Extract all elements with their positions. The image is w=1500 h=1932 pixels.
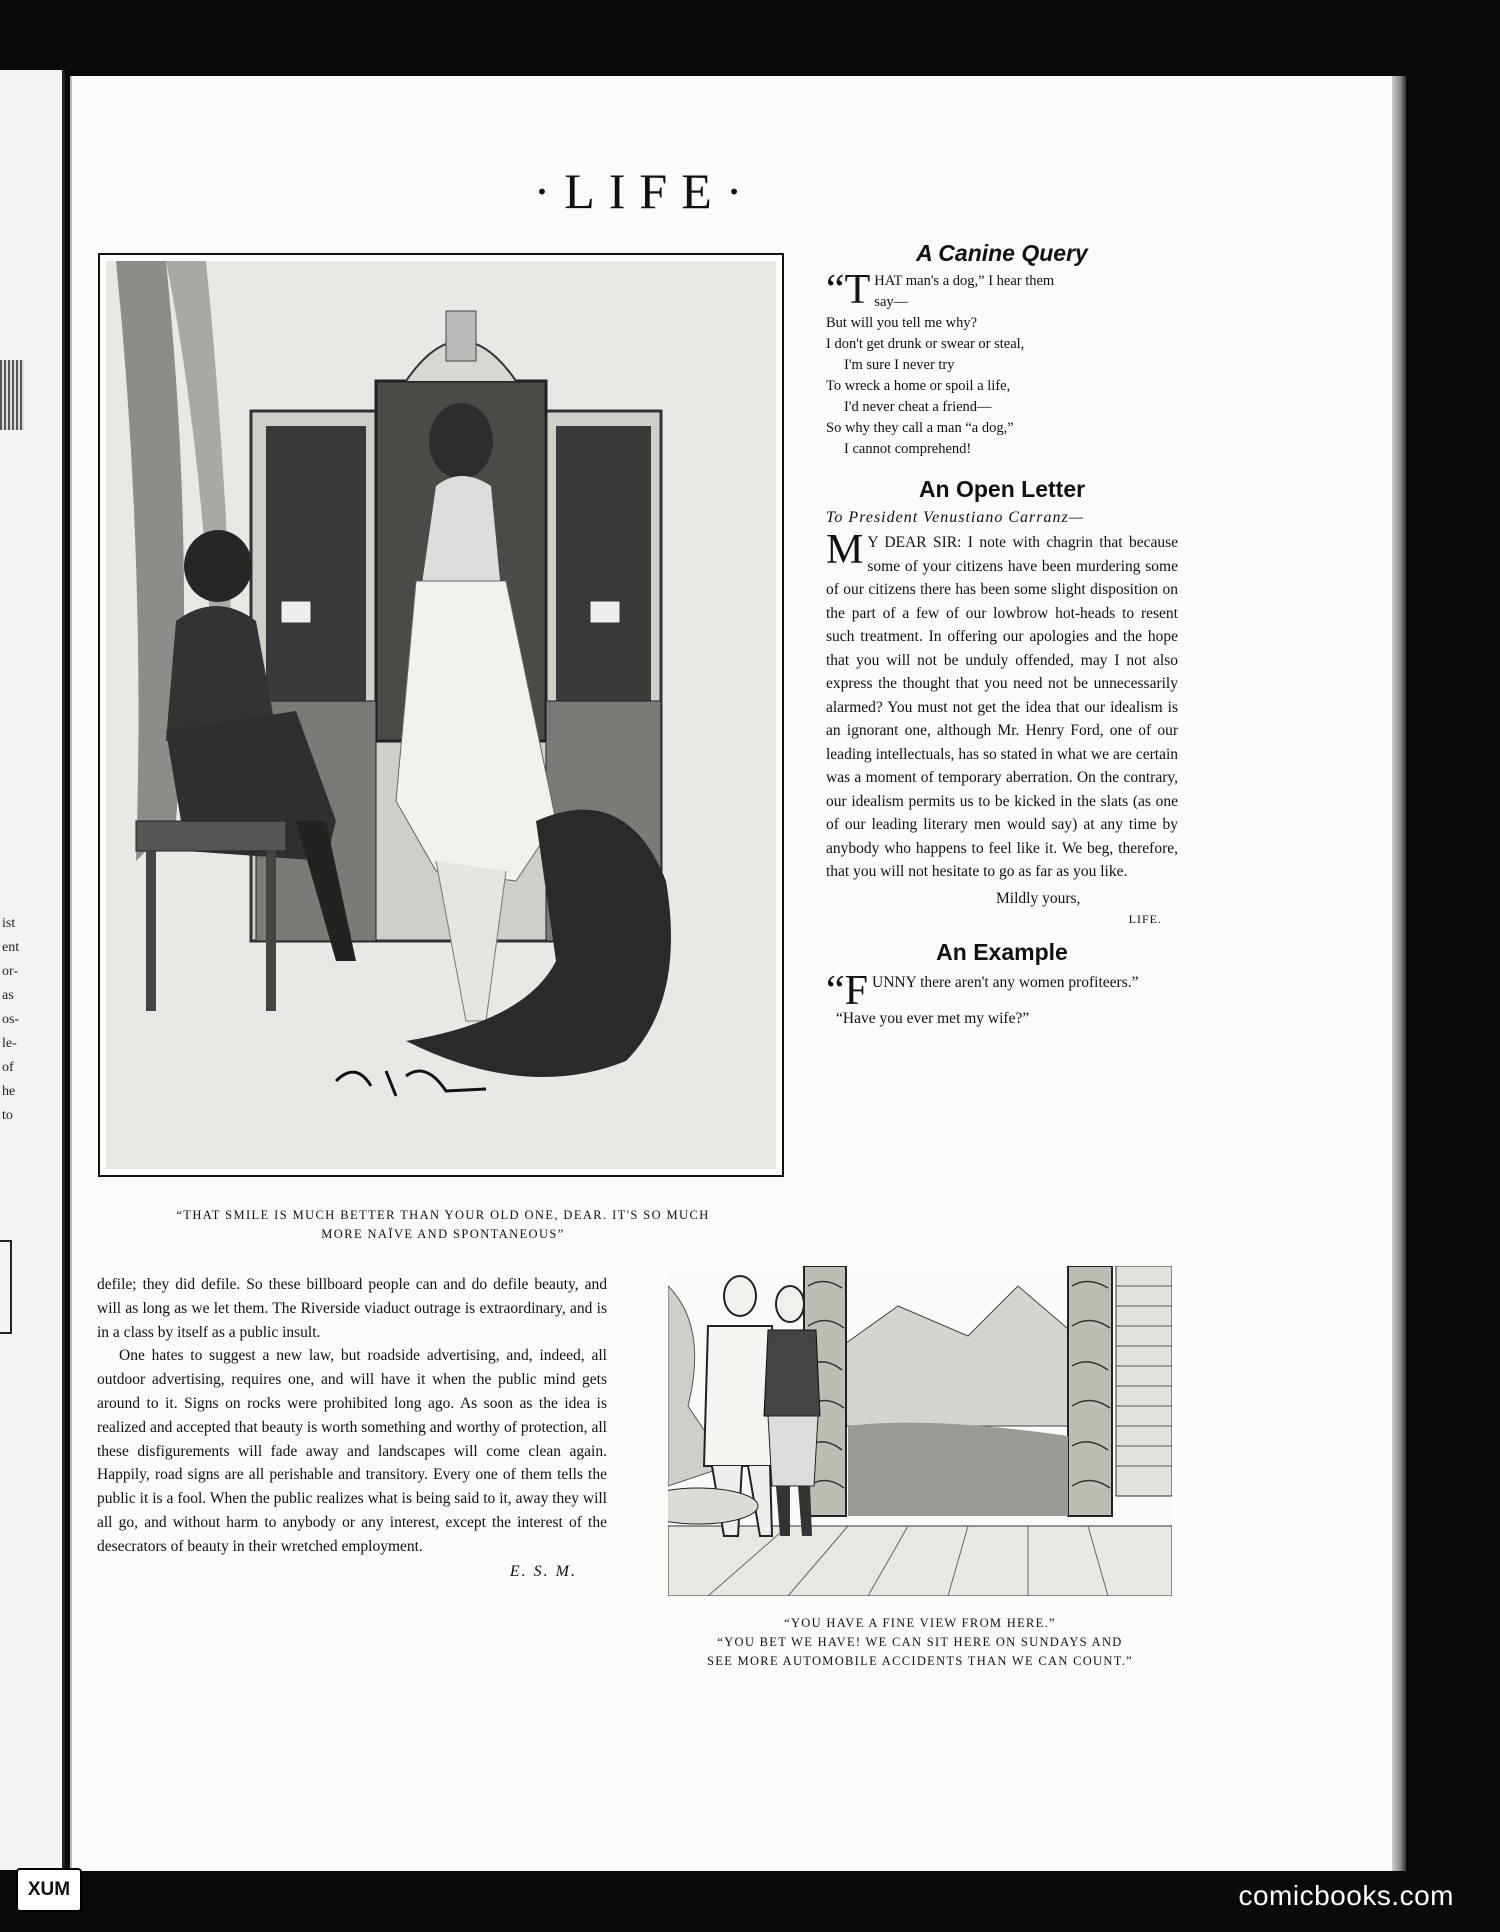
left-page-box	[0, 1240, 12, 1334]
poem-line: So why they call a man “a dog,”	[826, 420, 1014, 436]
open-letter-text: Y DEAR SIR: I note with chagrin that because some of your citizens have been murdering some of our citizens there has been some slight disposition on the part of a few of our lowbrow hot-heads to resent such treatment. In offering our apologies and the hope that you will not be unduly offended, may I not also express the thought that you need not be unnecessarily alarmed? You must not get the idea that our idealism is an ignorant one, although Mr. Henry Ford, one of our leading intellectuals, has so stated in what we are certain was a moment of temporary aberration. On the contrary, our idealism permits us to be kicked in the slats (as one of our leading literary men would say) at any time by anybody who happens to feel like it. We beg, therefore, that you will not hesitate to go as far as you like.	[826, 534, 1178, 880]
article-paragraph: defile; they did defile. So these billboard people can and do defile beauty, and will as long as we let them. The Riverside viaduct outrage is extraordinary, and is in a class by itself as a public insult.	[97, 1276, 607, 1341]
caption-line: “THAT SMILE IS MUCH BETTER THAN YOUR OLD ONE, DEAR. IT'S SO MUCH	[176, 1208, 710, 1222]
porch-view-cartoon	[668, 1266, 1172, 1596]
letter-closing: Mildly yours,	[996, 889, 1081, 907]
scan-artifact	[0, 360, 24, 430]
drop-cap: “F	[826, 967, 868, 1014]
left-fragment: ent	[2, 940, 20, 955]
drop-cap: “T	[826, 267, 871, 313]
drop-cap: M	[826, 527, 864, 573]
article-author: E. S. M.	[509, 1562, 577, 1580]
poem-line: I'd never cheat a friend—	[844, 399, 992, 415]
left-fragment: as	[2, 988, 14, 1003]
example-line: UNNY there aren't any women profiteers.”	[872, 973, 1139, 991]
canine-query-poem	[826, 267, 1178, 460]
left-page-fragment	[0, 70, 65, 1870]
canine-query-title: A Canine Query	[916, 240, 1088, 266]
caption-line: “YOU HAVE A FINE VIEW FROM HERE.”	[784, 1616, 1056, 1630]
cartoon-caption	[660, 1614, 1180, 1671]
example-line: “Have you ever met my wife?”	[836, 1009, 1030, 1027]
illustration-drawing	[106, 261, 776, 1169]
left-fragment: le-	[2, 1036, 17, 1051]
left-fragment: to	[2, 1108, 13, 1123]
masthead: ·LIFE·	[533, 163, 757, 219]
xum-badge: XUM	[16, 1868, 82, 1912]
letter-signature: LIFE.	[1128, 911, 1162, 926]
watermark: comicbooks.com	[1238, 1880, 1454, 1911]
caption-line: MORE NAÏVE AND SPONTANEOUS”	[321, 1227, 565, 1241]
example-title: An Example	[936, 938, 1068, 965]
open-letter-subtitle: To President Venustiano Carranz—	[826, 509, 1084, 526]
caption-line: SEE MORE AUTOMOBILE ACCIDENTS THAN WE CAN COUNT.”	[707, 1654, 1133, 1668]
poem-line: I cannot comprehend!	[844, 441, 972, 457]
left-fragment: os-	[2, 1012, 20, 1027]
open-letter-body	[826, 527, 1178, 884]
article-paragraph: One hates to suggest a new law, but roadside advertising, and, indeed, all outdoor advertising, requires one, and will have it when the public mind gets around to it. Signs on rocks were prohibited long ago. As soon as the idea is realized and accepted that beauty is worth something and worthy of protection, all these disfigurements will fade away and landscapes will come clean again. Happily, road signs are all perishable and transitory. Every one of them tells the public it is a fool. When the public realizes what is being said to it, away they will all go, and without harm to anybody or any interest, except the interest of the desecrators of beauty in their wretched employment.	[97, 1347, 607, 1555]
example-body	[826, 967, 1178, 1030]
right-column	[826, 240, 1178, 1030]
caption-line: “YOU BET WE HAVE! WE CAN SIT HERE ON SUNDAYS AND	[717, 1635, 1123, 1649]
left-fragment: or-	[2, 964, 19, 979]
poem-line: say—	[874, 294, 909, 310]
illustration-caption	[110, 1206, 776, 1244]
left-fragment: of	[2, 1060, 14, 1075]
billboard-article	[97, 1273, 607, 1581]
left-fragment: he	[2, 1084, 16, 1099]
poem-line: HAT man's a dog,” I hear them	[874, 273, 1055, 289]
left-fragment: ist	[2, 916, 16, 931]
poem-line: But will you tell me why?	[826, 315, 978, 331]
cartoon-drawing	[668, 1266, 1172, 1596]
poem-line: I'm sure I never try	[844, 357, 955, 373]
poem-line: I don't get drunk or swear or steal,	[826, 336, 1025, 352]
page-edge	[1392, 76, 1406, 1871]
dressing-room-illustration	[98, 253, 784, 1177]
poem-line: To wreck a home or spoil a life,	[826, 378, 1011, 394]
open-letter-title: An Open Letter	[918, 476, 1086, 502]
